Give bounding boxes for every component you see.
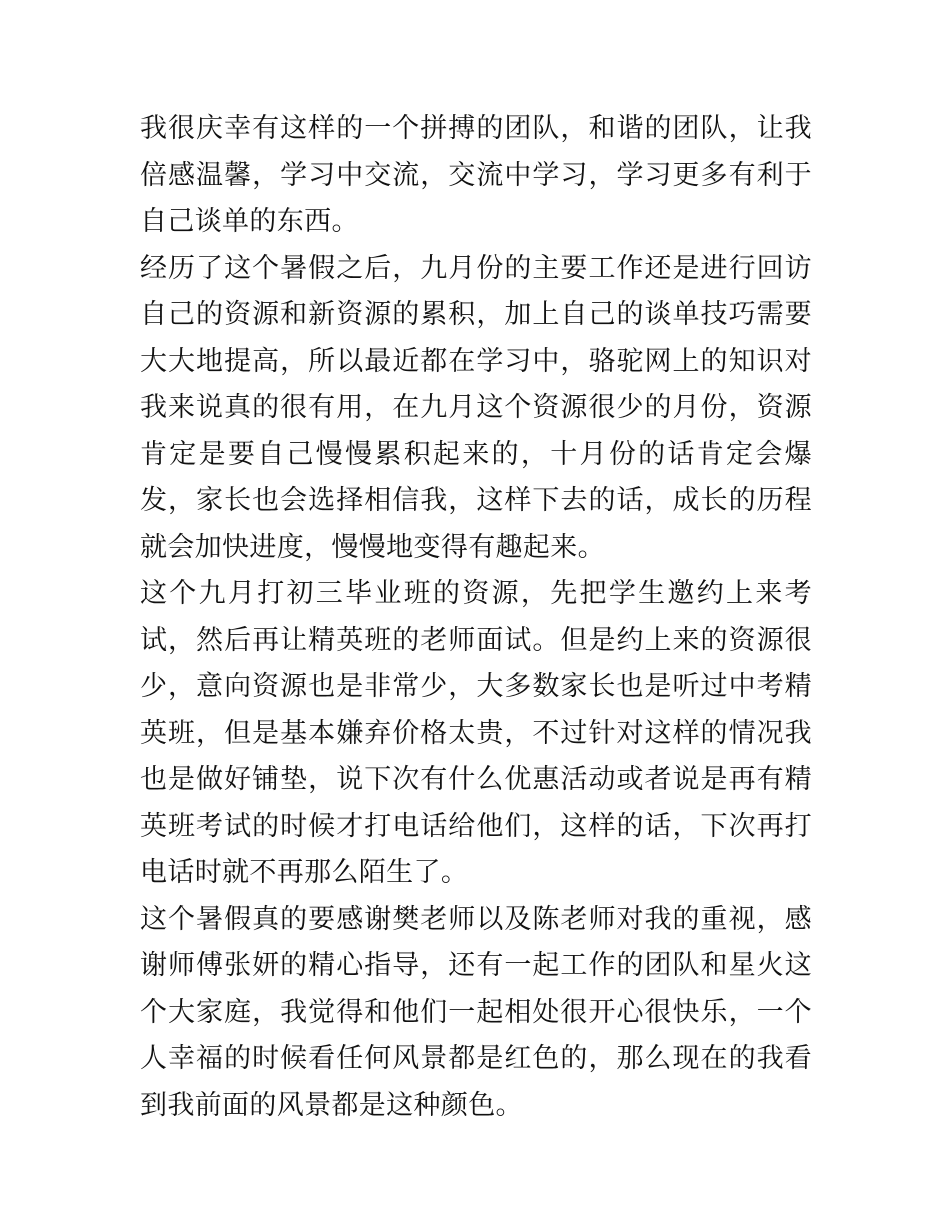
paragraph-3: 这个九月打初三毕业班的资源，先把学生邀约上来考试，然后再让精英班的老师面试。但是约上来的资源很少，意向资源也是非常少，大多数家长也是听过中考精英班，但是基本嫌弃价格太贵，不过针对这样的情况我也是做好铺垫，说下次有什么优惠活动或者说是再有精英班考试的时候才打电话给他们，这样的话，下次再打电话时就不再那么陌生了。 [140,578,812,888]
paragraph-2: 经历了这个暑假之后，九月份的主要工作还是进行回访自己的资源和新资源的累积，加上自己的谈单技巧需要大大地提高，所以最近都在学习中，骆驼网上的知识对我来说真的很有用，在九月这个资源很少的月份，资源肯定是要自己慢慢累积起来的，十月份的话肯定会爆发，家长也会选择相信我，这样下去的话，成长的历程就会加快进度，慢慢地变得有趣起来。 [140,252,812,563]
document-body [140,106,812,1129]
paragraph-4: 这个暑假真的要感谢樊老师以及陈老师对我的重视，感谢师傅张妍的精心指导，还有一起工作的团队和星火这个大家庭，我觉得和他们一起相处很开心很快乐，一个人幸福的时候看任何风景都是红色的，那么现在的我看到我前面的风景都是这种颜色。 [140,903,812,1121]
paragraph-1: 我很庆幸有这样的一个拼搏的团队，和谐的团队，让我倍感温馨，学习中交流，交流中学习，学习更多有利于自己谈单的东西。 [140,113,812,237]
